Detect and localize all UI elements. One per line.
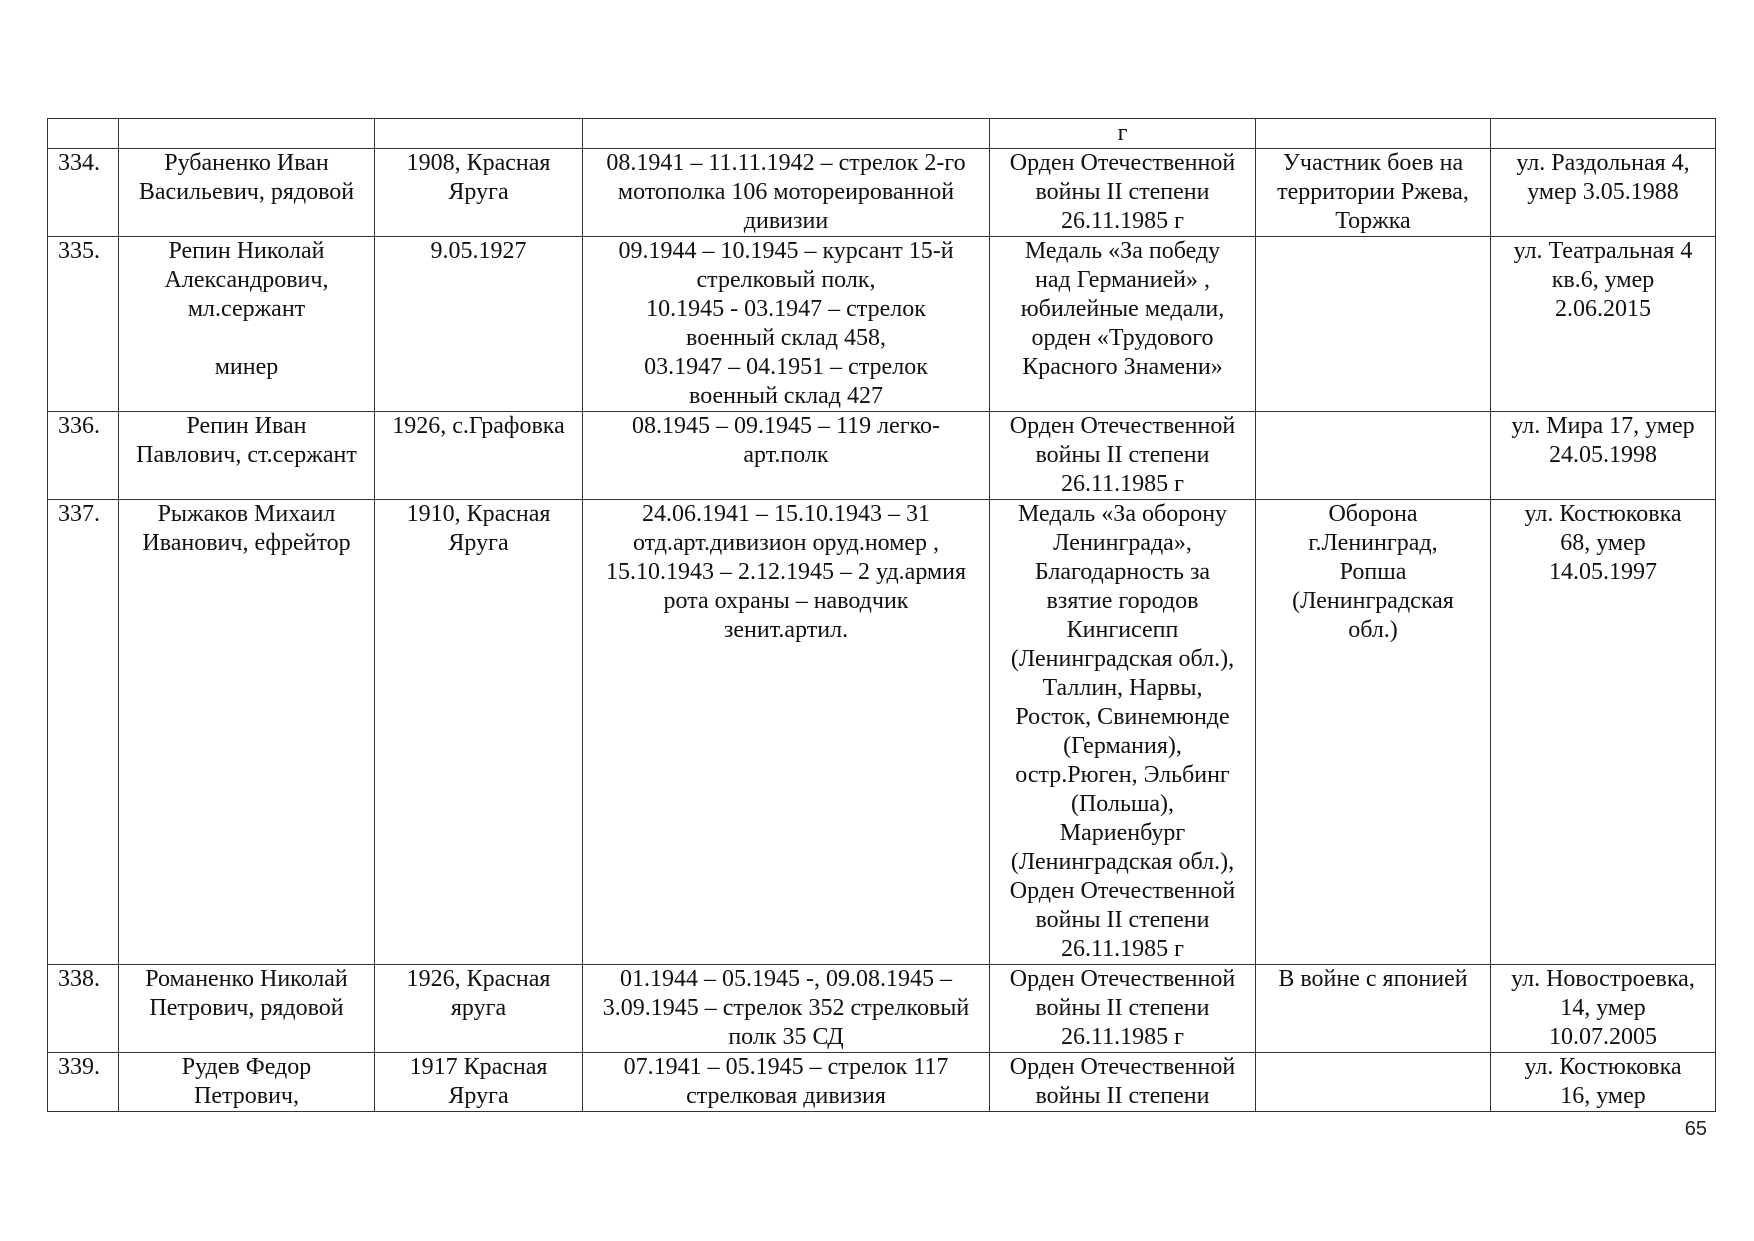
cell-line: Ленинграда», [1053,530,1192,556]
cell-line: стрелковая дивизия [686,1083,886,1109]
cell-line: войны II степени [1035,442,1210,468]
cell-line: Яруга [448,1083,509,1109]
cell-line: ул. Раздольная 4, [1516,150,1690,176]
cell-line: Росток, Свинемюнде [1015,704,1230,730]
record-address [1491,500,1716,965]
record-number: 339. [48,1053,119,1112]
cell-line: (Ленинградская обл.), [1010,849,1235,875]
cell-line: кв.6, умер [1551,267,1655,293]
record-name [119,965,375,1053]
record-service [583,965,990,1053]
cell-line: Орден Отечественной [1009,878,1236,904]
cell-line: 14, умер [1560,995,1646,1021]
cell-line: 10.07.2005 [1549,1024,1657,1050]
cell-line: арт.полк [743,442,829,468]
cell-line: Александрович, [164,267,329,293]
table-row [48,412,1716,500]
record-awards [990,965,1256,1053]
record-birth [375,119,583,149]
table-row-continuation [48,119,1716,149]
record-service [583,500,990,965]
cell-line: 26.11.1985 г [1061,208,1184,234]
record-name [119,500,375,965]
record-number [48,119,119,149]
cell-line: Васильевич, рядовой [138,179,355,205]
cell-line: Медаль «За победу [1024,238,1221,264]
cell-line: (Ленинградская обл.), [1010,646,1235,672]
cell-line: мотополка 106 мотореированной [617,179,955,205]
cell-line: мл.сержант [187,296,306,322]
cell-line: Благодарность за [1034,559,1211,585]
cell-line: 09.1944 – 10.1945 – курсант 15-й [618,238,954,264]
cell-line: Павлович, ст.сержант [136,442,357,468]
cell-line: Мариенбург [1059,820,1186,846]
record-battles [1256,1053,1491,1112]
record-name [119,149,375,237]
cell-line: Оборона [1328,501,1418,527]
cell-line: обл.) [1348,617,1398,643]
cell-line: Орден Отечественной [1009,413,1236,439]
cell-line: 3.09.1945 – стрелок 352 стрелковый [602,995,970,1021]
record-birth [375,149,583,237]
record-name [119,412,375,500]
table-row [48,500,1716,965]
cell-line: ул. Новостроевка, [1511,966,1695,992]
cell-line: дивизии [743,208,829,234]
cell-line: Таллин, Нарвы, [1042,675,1203,701]
cell-line: 26.11.1985 г [1061,936,1184,962]
cell-line: (Польша), [1070,791,1175,817]
cell-line: 1926, Красная [406,966,551,992]
cell-line: минер [214,354,279,380]
cell-line: 03.1947 – 04.1951 – стрелок [644,354,928,380]
cell-line: Участник боев на [1282,150,1464,176]
cell-line: ул. Мира 17, умер [1511,413,1695,439]
cell-line: рота охраны – наводчик [663,588,909,614]
veterans-table [47,118,1716,1112]
cell-line: 1917 Красная [409,1054,548,1080]
cell-line: Рыжаков Михаил [157,501,336,527]
record-number: 336. [48,412,119,500]
cell-line: Торжка [1335,208,1411,234]
record-birth [375,237,583,412]
record-address [1491,1053,1716,1112]
cell-line: 10.1945 - 03.1947 – стрелок [646,296,926,322]
record-service [583,119,990,149]
record-birth [375,412,583,500]
record-address [1491,237,1716,412]
cell-line: отд.арт.дивизион оруд.номер , [632,530,940,556]
table-row [48,149,1716,237]
record-number: 338. [48,965,119,1053]
cell-line: Иванович, ефрейтор [142,530,351,556]
cell-line: взятие городов [1046,588,1199,614]
cell-line: 1910, Красная [406,501,551,527]
cell-line: ул. Костюковка [1524,501,1682,527]
cell-line: 15.10.1943 – 2.12.1945 – 2 уд.армия [605,559,967,585]
cell-line: Орден Отечественной [1009,966,1236,992]
cell-line: ул. Костюковка [1524,1054,1682,1080]
cell-line: Орден Отечественной [1009,1054,1236,1080]
record-number: 337. [48,500,119,965]
record-awards [990,412,1256,500]
cell-line: 9.05.1927 [430,238,527,264]
record-birth [375,500,583,965]
cell-line: остр.Рюген, Эльбинг [1015,762,1230,788]
cell-line: Петрович, [193,1083,299,1109]
record-awards [990,237,1256,412]
cell-line: 08.1945 – 09.1945 – 119 легко- [631,413,940,439]
cell-line: Яруга [448,179,509,205]
cell-line: Рубаненко Иван [164,150,329,176]
cell-line: над Германией» , [1035,267,1210,293]
cell-line: яруга [450,995,507,1021]
cell-line: Рудев Федор [181,1054,312,1080]
cell-line: Петрович, рядовой [149,995,344,1021]
table-row [48,1053,1716,1112]
cell-line: (Ленинградская [1292,588,1454,614]
cell-line: юбилейные медали, [1020,296,1225,322]
record-battles [1256,500,1491,965]
cell-line: 24.06.1941 – 15.10.1943 – 31 [642,501,930,527]
cell-line: орден «Трудового [1031,325,1214,351]
record-name [119,119,375,149]
cell-line: войны II степени [1035,1083,1210,1109]
table-body [48,119,1716,1112]
cell-line: 07.1941 – 05.1945 – стрелок 117 [623,1054,949,1080]
record-service [583,1053,990,1112]
cell-line: 1926, с.Графовка [392,413,565,439]
cell-line: зенит.артил. [723,617,849,643]
cell-line: г [1117,120,1128,146]
table-row [48,965,1716,1053]
cell-line: Ропша [1339,559,1407,585]
record-awards [990,1053,1256,1112]
record-awards [990,500,1256,965]
record-address [1491,119,1716,149]
cell-line: Яруга [448,530,509,556]
record-service [583,237,990,412]
record-battles [1256,149,1491,237]
table-row [48,237,1716,412]
cell-line: В войне с японией [1278,966,1468,992]
cell-line: 26.11.1985 г [1061,471,1184,497]
cell-line: 14.05.1997 [1549,559,1657,585]
record-address [1491,412,1716,500]
cell-line: 1908, Красная [406,150,551,176]
record-battles [1256,237,1491,412]
cell-line: Медаль «За оборону [1017,501,1228,527]
cell-line: войны II степени [1035,995,1210,1021]
cell-line: войны II степени [1035,179,1210,205]
record-battles [1256,412,1491,500]
record-address [1491,149,1716,237]
record-birth [375,1053,583,1112]
cell-line: (Германия), [1063,733,1182,759]
record-address [1491,965,1716,1053]
cell-line: умер 3.05.1988 [1527,179,1679,205]
cell-line [123,324,370,353]
cell-line: полк 35 СД [728,1024,844,1050]
cell-line: 68, умер [1560,530,1646,556]
cell-line: Орден Отечественной [1009,150,1236,176]
page-number: 65 [1684,1118,1707,1140]
record-number: 335. [48,237,119,412]
cell-line: 24.05.1998 [1549,442,1657,468]
record-name [119,237,375,412]
cell-line: войны II степени [1035,907,1210,933]
record-battles [1256,965,1491,1053]
cell-line: Репин Николай [168,238,325,264]
cell-line: 2.06.2015 [1555,296,1651,322]
cell-line: военный склад 427 [689,383,883,409]
record-service [583,149,990,237]
record-birth [375,965,583,1053]
cell-line: военный склад 458, [686,325,886,351]
cell-line: г.Ленинград, [1308,530,1438,556]
cell-line: 26.11.1985 г [1061,1024,1184,1050]
cell-line: ул. Театральная 4 [1513,238,1693,264]
record-battles [1256,119,1491,149]
record-service [583,412,990,500]
record-number: 334. [48,149,119,237]
cell-line: Кингисепп [1066,617,1179,643]
cell-line: стрелковый полк, [696,267,876,293]
record-name [119,1053,375,1112]
cell-line: 16, умер [1560,1083,1646,1109]
cell-line: Репин Иван [186,413,307,439]
record-awards [990,119,1256,149]
cell-line: Красного Знамени» [1022,354,1223,380]
cell-line: 08.1941 – 11.11.1942 – стрелок 2-го [606,150,966,176]
cell-line: Романенко Николай [145,966,348,992]
record-awards [990,149,1256,237]
cell-line: территории Ржева, [1277,179,1469,205]
cell-line: 01.1944 – 05.1945 -, 09.08.1945 – [620,966,952,992]
